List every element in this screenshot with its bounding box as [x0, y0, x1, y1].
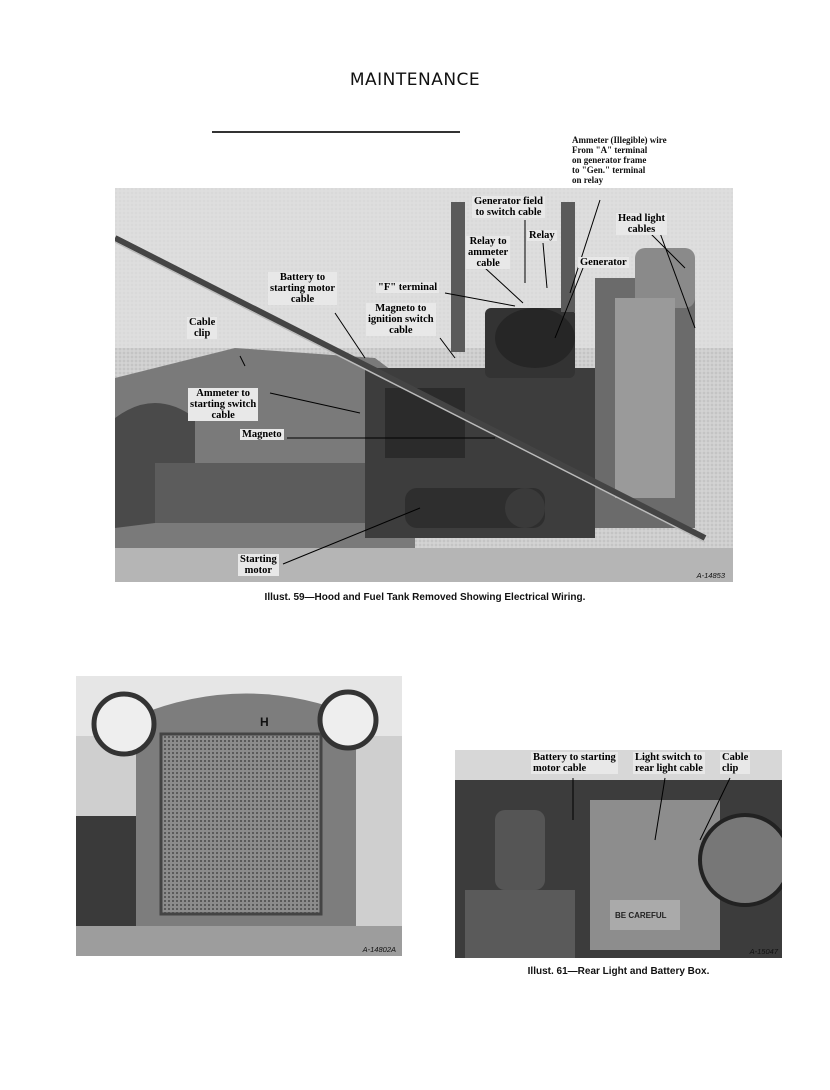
label-head-light-cables: Head light cables: [618, 213, 665, 235]
label-magneto-to-ignition: Magneto to ignition switch cable: [368, 303, 434, 336]
svg-text:H: H: [260, 715, 269, 729]
illust59-corner-note: Ammeter (Illegible) wire From "A" terminal on generator frame to "Gen." terminal on relay: [572, 135, 667, 185]
illust59-photo: [115, 188, 733, 582]
illust59-caption: Illust. 59—Hood and Fuel Tank Removed Showing Electrical Wiring.: [264, 592, 586, 603]
illust61-code: A-15047: [749, 947, 778, 956]
tractor-engine-image: [115, 188, 733, 582]
label-magneto: Magneto: [242, 429, 282, 440]
label-battery-to-starting-motor: Battery to starting motor cable: [270, 272, 336, 305]
front-photo-code: A-14802A: [362, 945, 396, 954]
illust59-code: A-14853: [696, 571, 725, 580]
label-generator-field: Generator field to switch cable: [474, 196, 543, 218]
label-generator: Generator: [580, 257, 627, 268]
tractor-front-image: [76, 676, 402, 956]
label-cable-clip: Cable clip: [189, 317, 216, 339]
illust61-caption: Illust. 61—Rear Light and Battery Box.: [527, 966, 710, 977]
label-relay: Relay: [529, 230, 555, 241]
label-relay-to-ammeter: Relay to ammeter cable: [468, 236, 509, 269]
battery-box-image: [455, 750, 782, 958]
illust61-photo: [455, 750, 782, 958]
label-light-switch-to-rear-light: Light switch to rear light cable: [635, 752, 703, 774]
label-battery-to-starting-motor-cable: Battery to starting motor cable: [533, 752, 616, 774]
front-photo: [76, 676, 402, 956]
label-starting-motor: Starting motor: [240, 554, 277, 576]
page-title: MAINTENANCE: [349, 70, 481, 90]
label-f-terminal: "F" terminal: [378, 282, 438, 293]
battery-warning-text: BE CAREFUL: [615, 911, 667, 920]
label-cable-clip-61: Cable clip: [722, 752, 749, 774]
header-rule: [212, 131, 460, 133]
label-ammeter-to-starting: Ammeter to starting switch cable: [190, 388, 257, 421]
